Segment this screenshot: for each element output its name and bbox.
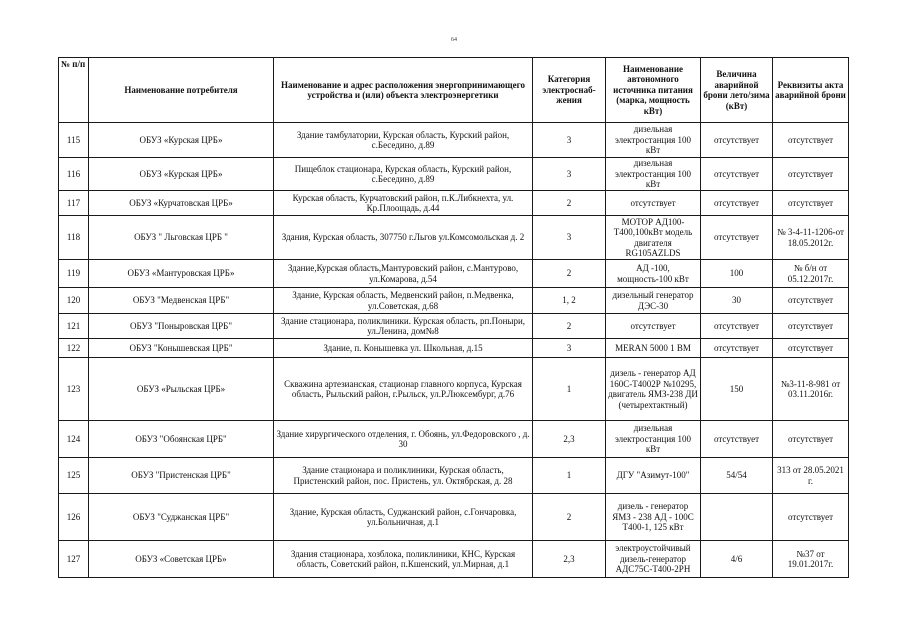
cell-consumer: ОБУЗ "Медвенская ЦРБ" <box>89 288 274 314</box>
cell-act-details: отсутствует <box>773 191 849 216</box>
cell-autonomous-source: дизельная электростанция 100 кВт <box>606 421 701 458</box>
cell-emergency-reserve: отсутствует <box>701 421 773 458</box>
cell-number: 118 <box>59 216 89 260</box>
header-act-details: Реквизиты акта аварийной брони <box>773 58 849 123</box>
cell-number: 126 <box>59 494 89 541</box>
cell-supply-category: 2 <box>533 191 606 216</box>
cell-autonomous-source: дизель - генератор ЯМЗ - 238 АД - 100С Т400-1, 125 кВт <box>606 494 701 541</box>
cell-object-address: Здание стационара и поликлиники, Курская область, Пристенский район, пос. Пристень, ул. Октябрская, д. 28 <box>274 458 533 494</box>
cell-number: 125 <box>59 458 89 494</box>
cell-emergency-reserve: отсутствует <box>701 123 773 158</box>
cell-consumer: ОБУЗ «Курчатовская ЦРБ» <box>89 191 274 216</box>
cell-act-details: №3-11-8-981 от 03.11.2016г. <box>773 358 849 421</box>
header-number: № п/п <box>59 58 89 123</box>
cell-autonomous-source: электроустойчивый дизель-генератор АДС75С-Т400-2РН <box>606 541 701 578</box>
table-row <box>59 339 849 358</box>
cell-supply-category: 3 <box>533 158 606 191</box>
table-row <box>59 421 849 458</box>
cell-act-details: отсутствует <box>773 494 849 541</box>
cell-supply-category: 3 <box>533 216 606 260</box>
cell-object-address: Здание хирургического отделения, г. Обоянь, ул.Федоровского , д. 30 <box>274 421 533 458</box>
cell-emergency-reserve: 100 <box>701 260 773 288</box>
cell-object-address: Здание, Курская область, Суджанский район, с.Гончаровка, ул.Больничная, д.1 <box>274 494 533 541</box>
cell-supply-category: 3 <box>533 339 606 358</box>
cell-act-details: отсутствует <box>773 339 849 358</box>
cell-autonomous-source: дизель - генератор АД 160С-Т4002Р №10295, двигатель ЯМЗ-238 ДИ (четырехтактный) <box>606 358 701 421</box>
cell-autonomous-source: отсутствует <box>606 314 701 339</box>
cell-number: 120 <box>59 288 89 314</box>
table-row <box>59 358 849 421</box>
table-row <box>59 260 849 288</box>
cell-supply-category: 2 <box>533 494 606 541</box>
cell-emergency-reserve: отсутствует <box>701 314 773 339</box>
cell-number: 119 <box>59 260 89 288</box>
cell-supply-category: 2,3 <box>533 541 606 578</box>
cell-supply-category: 1 <box>533 358 606 421</box>
cell-emergency-reserve: 54/54 <box>701 458 773 494</box>
cell-number: 115 <box>59 123 89 158</box>
cell-supply-category: 3 <box>533 123 606 158</box>
cell-object-address: Здание, Курская область, Медвенский район, п.Медвенка, ул.Советская, д.68 <box>274 288 533 314</box>
cell-consumer: ОБУЗ "Конышевская ЦРБ" <box>89 339 274 358</box>
cell-autonomous-source: АД -100, мощность-100 кВт <box>606 260 701 288</box>
cell-autonomous-source: МОТОР АД100-Т400,100кВт модель двигателя RG105AZLDS <box>606 216 701 260</box>
table-row <box>59 158 849 191</box>
cell-emergency-reserve: 150 <box>701 358 773 421</box>
cell-emergency-reserve: отсутствует <box>701 216 773 260</box>
cell-consumer: ОБУЗ «Рыльская ЦРБ» <box>89 358 274 421</box>
cell-emergency-reserve: отсутствует <box>701 191 773 216</box>
cell-number: 127 <box>59 541 89 578</box>
cell-emergency-reserve <box>701 494 773 541</box>
cell-act-details: отсутствует <box>773 123 849 158</box>
cell-act-details: отсутствует <box>773 421 849 458</box>
cell-consumer: ОБУЗ "Суджанская ЦРБ" <box>89 494 274 541</box>
cell-autonomous-source: ДГУ "Азимут-100" <box>606 458 701 494</box>
cell-object-address: Курская область, Курчатовский район, п.К.Либкнехта, ул. Кр.Плоощадь, д.44 <box>274 191 533 216</box>
cell-consumer: ОБУЗ "Поныровская ЦРБ" <box>89 314 274 339</box>
emergency-reserve-table <box>58 57 849 578</box>
cell-autonomous-source: отсутствует <box>606 191 701 216</box>
cell-autonomous-source: дизельная электростанция 100 кВт <box>606 123 701 158</box>
cell-supply-category: 1 <box>533 458 606 494</box>
cell-autonomous-source: дизельная электростанция 100 кВт <box>606 158 701 191</box>
table-header-row <box>59 58 849 123</box>
cell-emergency-reserve: 30 <box>701 288 773 314</box>
cell-autonomous-source: MERAN 5000 1 BM <box>606 339 701 358</box>
table-row <box>59 314 849 339</box>
cell-supply-category: 1, 2 <box>533 288 606 314</box>
cell-consumer: ОБУЗ «Мантуровская ЦРБ» <box>89 260 274 288</box>
cell-act-details: отсутствует <box>773 158 849 191</box>
cell-act-details: № 3-4-11-1206-от 18.05.2012г. <box>773 216 849 260</box>
cell-act-details: отсутствует <box>773 314 849 339</box>
cell-number: 121 <box>59 314 89 339</box>
cell-consumer: ОБУЗ " Льговская ЦРБ " <box>89 216 274 260</box>
cell-consumer: ОБУЗ "Обоянская ЦРБ" <box>89 421 274 458</box>
cell-number: 116 <box>59 158 89 191</box>
cell-consumer: ОБУЗ "Пристенская ЦРБ" <box>89 458 274 494</box>
header-autonomous-source: Наименование автономного источника питания (марка, мощность кВт) <box>606 58 701 123</box>
table-row <box>59 123 849 158</box>
header-emergency-reserve: Величина аварийной брони лето/зима (кВт) <box>701 58 773 123</box>
cell-object-address: Здание стационара, поликлиники. Курская область, рп.Поныри, ул.Ленина, дом№8 <box>274 314 533 339</box>
cell-consumer: ОБУЗ «Курская ЦРБ» <box>89 123 274 158</box>
cell-consumer: ОБУЗ «Курская ЦРБ» <box>89 158 274 191</box>
cell-number: 124 <box>59 421 89 458</box>
cell-act-details: № б/н от 05.12.2017г. <box>773 260 849 288</box>
cell-act-details: отсутствует <box>773 288 849 314</box>
table-row <box>59 494 849 541</box>
table-row <box>59 191 849 216</box>
cell-object-address: Здание тамбулатории, Курская область, Курский район, с.Беседино, д.89 <box>274 123 533 158</box>
cell-supply-category: 2 <box>533 314 606 339</box>
page-number: 64 <box>451 37 457 43</box>
cell-emergency-reserve: 4/6 <box>701 541 773 578</box>
cell-object-address: Здание,Курская область,Мантуровский район, с.Мантурово, ул.Комарова, д.54 <box>274 260 533 288</box>
cell-act-details: №37 от 19.01.2017г. <box>773 541 849 578</box>
cell-number: 123 <box>59 358 89 421</box>
cell-consumer: ОБУЗ «Советская ЦРБ» <box>89 541 274 578</box>
cell-object-address: Здание, п. Конышевка ул. Школьная, д.15 <box>274 339 533 358</box>
table-row <box>59 541 849 578</box>
cell-object-address: Скважина артезианская, стационар главного корпуса, Курская область, Рыльский район, г.Рыльск, ул.Р.Люксембург, д.76 <box>274 358 533 421</box>
cell-emergency-reserve: отсутствует <box>701 158 773 191</box>
cell-autonomous-source: дизельный генератор ДЭС-30 <box>606 288 701 314</box>
header-supply-category: Категория электроснаб-жения <box>533 58 606 123</box>
table-row <box>59 288 849 314</box>
cell-act-details: 313 от 28.05.2021 г. <box>773 458 849 494</box>
header-object-address: Наименование и адрес расположения энергопринимающего устройства и (или) объекта электроэнергетики <box>274 58 533 123</box>
cell-object-address: Пищеблок стационара, Курская область, Курский район, с.Беседино, д.89 <box>274 158 533 191</box>
cell-number: 122 <box>59 339 89 358</box>
cell-supply-category: 2,3 <box>533 421 606 458</box>
cell-object-address: Здания, Курская область, 307750 г.Льгов ул.Комсомольская д. 2 <box>274 216 533 260</box>
table-row <box>59 458 849 494</box>
cell-emergency-reserve: отсутствует <box>701 339 773 358</box>
cell-number: 117 <box>59 191 89 216</box>
cell-supply-category: 2 <box>533 260 606 288</box>
table-row <box>59 216 849 260</box>
cell-object-address: Здания стационара, хозблока, поликлиники, КНС, Курская область, Советский район, п.Кшенский, ул.Мирная, д.1 <box>274 541 533 578</box>
header-consumer: Наименование потребителя <box>89 58 274 123</box>
